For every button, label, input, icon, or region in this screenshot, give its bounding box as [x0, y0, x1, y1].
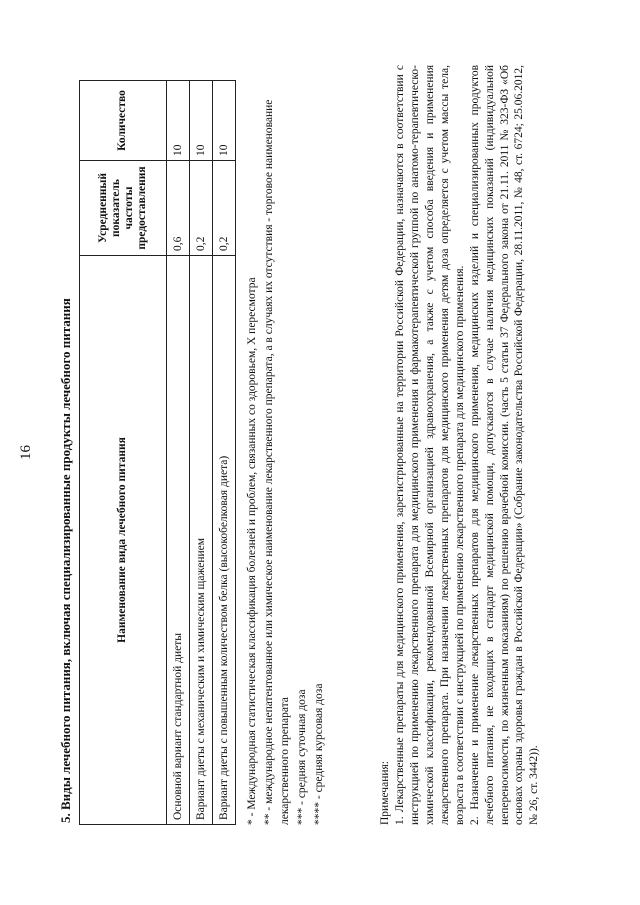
- cell-avg: 0,2: [213, 161, 236, 256]
- header-name: Наименование вида лечебного питания: [80, 256, 167, 825]
- page-number: 16: [18, 445, 34, 460]
- footnote-inn: ** - международное непатентованное или химическое наименование лекарственного препарата, а в случаях их отсутствия - торговое наименование лекарственного препарата: [262, 99, 292, 825]
- note-2: 2. Назначение и применение лекарственных препаратов для медицинского применения, медицинских изделий и специализированных продуктов лечебного питания, не входящих в стандарт медицинской помощи, допускаются в случае наличия медицинских показаний (индивидуальной непереносимости, по жизненным показаниям) по решению врачебной комиссии. (часть 5 статьи 37 Федерального закона от 21.11. 2011 № 323-ФЗ «Об основах охраны здоровья граждан в Российской Федерации» (Собрание законодательства Российской Федерации, 28.11.2011, № 48, ст. 6724; 25.06.2012, № 26, ст. 3442)).: [468, 65, 541, 825]
- cell-name: Основной вариант стандартной диеты: [167, 256, 190, 825]
- cell-avg: 0,6: [167, 161, 190, 256]
- footnote-course-dose: **** - средняя курсовая доза: [312, 683, 325, 825]
- cell-name: Вариант диеты с механическим и химическим щажением: [190, 256, 213, 825]
- cell-qty: 10: [190, 81, 213, 161]
- cell-qty: 10: [167, 81, 190, 161]
- table-row: [213, 81, 236, 825]
- notes-section: [378, 65, 542, 825]
- diet-table: [79, 80, 236, 825]
- table-row: [167, 81, 190, 825]
- cell-name: Вариант диеты с повышенным количеством белка (высокобелковая диета): [213, 256, 236, 825]
- notes-title: Примечания:: [379, 761, 391, 825]
- table-header-row: [80, 81, 167, 825]
- cell-qty: 10: [213, 81, 236, 161]
- table-row: [190, 81, 213, 825]
- cell-avg: 0,2: [190, 161, 213, 256]
- header-quantity: Количество: [80, 81, 167, 161]
- footnotes: [244, 85, 327, 825]
- footnote-icd: * - Международная статистическая классификация болезней и проблем, связанных со здоровьем, X пересмотра: [246, 277, 258, 825]
- section-title: 5. Виды лечебного питания, включая специализированные продукты лечебного питания: [58, 298, 73, 823]
- header-avg-frequency: Усредненный показатель частоты предоставления: [80, 161, 167, 256]
- note-1: 1. Лекарственные препараты для медицинского применения, зарегистрированные на территории Российской Федерации, назначаются в соответствии с инструкцией по применению лекарственного препарата для медицинского применения и фармакотерапевтической группой по анатомо-терапевтическо-химической классификации, рекомендованной Всемирной организацией здравоохранения, а также с учетом способа введения и применения лекарственного препарата. При назначении лекарственных препаратов для медицинского применения детям доза определяется с учетом массы тела, возраста в соответствии с инструкцией по применению лекарственного препарата для медицинского применения.: [393, 65, 466, 825]
- footnote-daily-dose: *** - средняя суточная доза: [296, 689, 309, 825]
